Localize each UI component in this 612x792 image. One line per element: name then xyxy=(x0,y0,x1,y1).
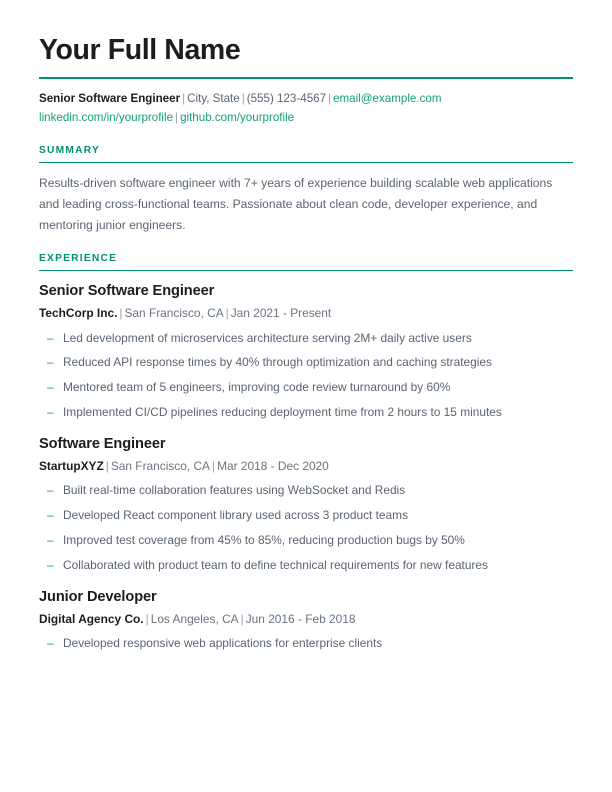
job-dates: Jun 2016 - Feb 2018 xyxy=(245,612,356,627)
summary-text: Results-driven software engineer with 7+ years of experience building scalable web applications and leading cross-functional teams. Passionate about clean code, developer experience, and mentoring junior engineers. xyxy=(39,176,553,232)
job-bullet xyxy=(39,329,573,348)
contact-separator: | xyxy=(241,92,245,106)
bullet-dash-icon: – xyxy=(47,355,54,370)
header-divider xyxy=(39,77,573,80)
contact-separator: | xyxy=(328,92,332,106)
job-bullet-text: Mentored team of 5 engineers, improving code review turnaround by 60% xyxy=(63,380,451,395)
bullet-dash-icon: – xyxy=(47,330,54,345)
job-title: Junior Developer xyxy=(39,589,157,606)
bullet-dash-icon: – xyxy=(47,380,54,395)
section-divider xyxy=(39,162,573,164)
job-bullet-list xyxy=(39,634,573,653)
contact-separator: | xyxy=(182,92,186,106)
job-meta xyxy=(39,457,573,476)
page-title: Your Full Name xyxy=(39,34,241,66)
job-title: Software Engineer xyxy=(39,436,166,453)
job-bullet xyxy=(39,634,573,653)
bullet-dash-icon: – xyxy=(47,533,54,548)
experience-entry xyxy=(39,588,573,654)
job-bullet xyxy=(39,481,573,500)
contact-email-link[interactable]: email@example.com xyxy=(333,92,442,106)
profile-links-line xyxy=(39,109,573,128)
job-company: StartupXYZ xyxy=(39,459,104,474)
job-bullet-text: Built real-time collaboration features using WebSocket and Redis xyxy=(63,483,406,498)
contact-line xyxy=(39,90,573,109)
job-bullet-text: Led development of microservices architecture serving 2M+ daily active users xyxy=(63,330,472,345)
job-bullet xyxy=(39,506,573,525)
meta-separator: | xyxy=(145,612,149,627)
job-dates: Mar 2018 - Dec 2020 xyxy=(217,459,329,474)
links-separator: | xyxy=(175,111,179,124)
job-bullet xyxy=(39,556,573,575)
job-bullet-text: Collaborated with product team to define technical requirements for new features xyxy=(63,557,488,572)
meta-separator: | xyxy=(119,306,123,321)
bullet-dash-icon: – xyxy=(47,483,54,498)
job-bullet-text: Improved test coverage from 45% to 85%, reducing production bugs by 50% xyxy=(63,533,465,548)
job-bullet-text: Implemented CI/CD pipelines reducing deployment time from 2 hours to 15 minutes xyxy=(63,404,502,419)
section-heading-summary: SUMMARY xyxy=(39,144,101,156)
resume-header xyxy=(39,34,573,128)
linkedin-link[interactable]: linkedin.com/in/yourprofile xyxy=(39,111,174,124)
job-company: TechCorp Inc. xyxy=(39,306,118,321)
contact-location: City, State xyxy=(187,92,240,106)
job-bullet-text: Reduced API response times by 40% through optimization and caching strategies xyxy=(63,355,492,370)
contact-job-title: Senior Software Engineer xyxy=(39,92,181,106)
meta-separator: | xyxy=(240,612,244,627)
job-bullet-list xyxy=(39,329,573,423)
job-location: San Francisco, CA xyxy=(110,459,210,474)
experience-entry xyxy=(39,435,573,575)
meta-separator: | xyxy=(211,459,216,474)
bullet-dash-icon: – xyxy=(47,636,54,651)
job-bullet xyxy=(39,531,573,550)
bullet-dash-icon: – xyxy=(47,557,54,572)
job-bullet xyxy=(39,378,573,397)
job-location: San Francisco, CA xyxy=(124,306,224,321)
job-title: Senior Software Engineer xyxy=(39,283,215,300)
section-heading-experience: EXPERIENCE xyxy=(39,252,118,264)
job-dates: Jan 2021 - Present xyxy=(230,306,332,321)
section-divider xyxy=(39,270,573,272)
meta-separator: | xyxy=(225,306,229,321)
summary-section xyxy=(39,145,573,236)
job-location: Los Angeles, CA xyxy=(150,612,239,627)
job-bullet-text: Developed React component library used across 3 product teams xyxy=(63,508,409,523)
bullet-dash-icon: – xyxy=(47,404,54,419)
job-bullet-text: Developed responsive web applications for enterprise clients xyxy=(63,636,383,651)
job-bullet xyxy=(39,403,573,422)
bullet-dash-icon: – xyxy=(47,508,54,523)
job-company: Digital Agency Co. xyxy=(39,612,144,627)
job-meta xyxy=(39,304,573,323)
experience-job-list xyxy=(39,282,573,653)
contact-phone: (555) 123-4567 xyxy=(246,92,327,106)
experience-section xyxy=(39,253,573,654)
job-bullet xyxy=(39,353,573,372)
github-link[interactable]: github.com/yourprofile xyxy=(180,111,295,124)
job-meta xyxy=(39,610,573,629)
meta-separator: | xyxy=(105,459,109,474)
job-bullet-list xyxy=(39,481,573,575)
experience-entry xyxy=(39,282,573,422)
